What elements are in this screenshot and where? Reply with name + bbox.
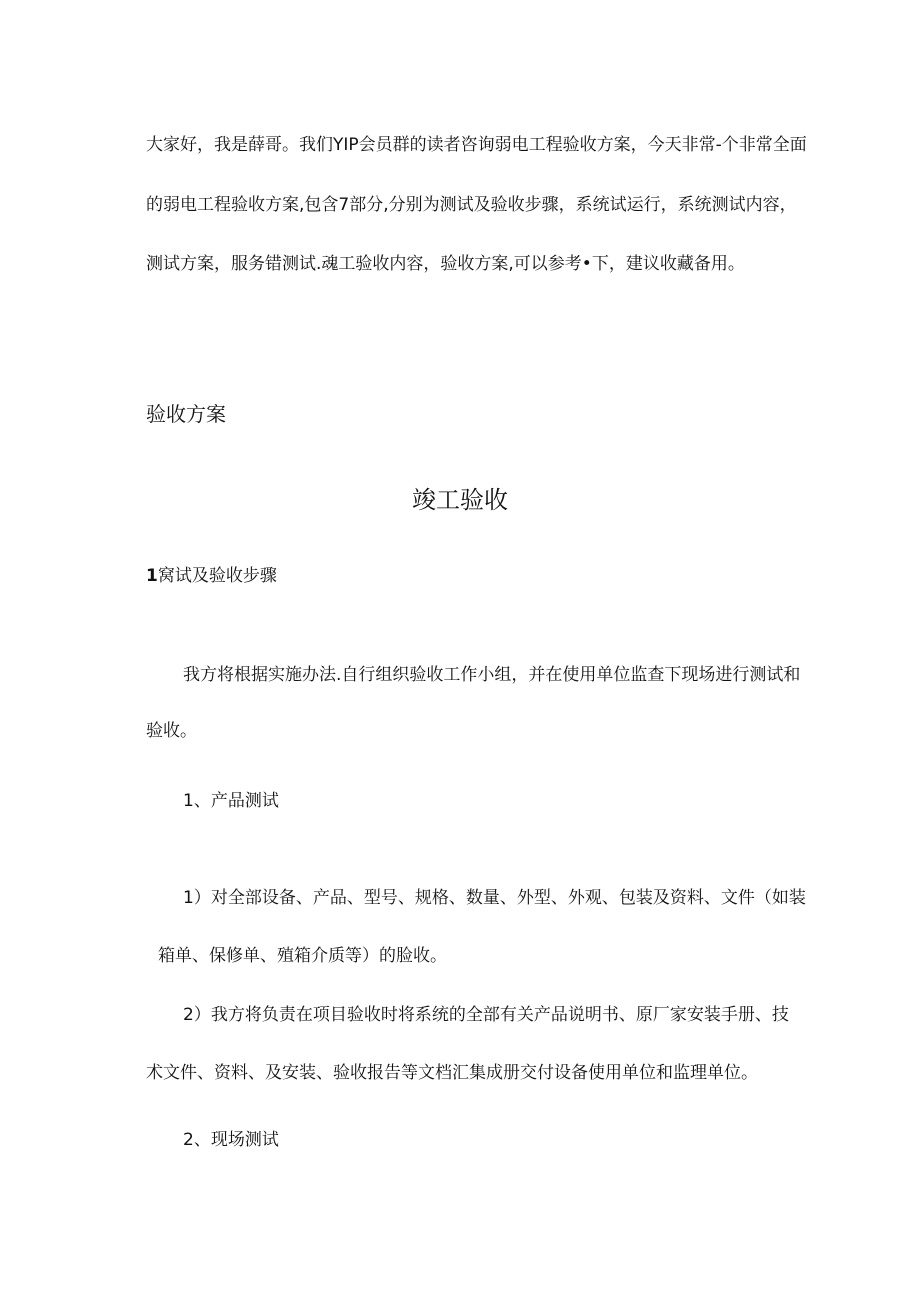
- heading-1: [146, 564, 277, 588]
- item-2-title: 2、现场测试: [183, 1130, 279, 1150]
- item-1-1-line-1: 1）对全部设备、产品、型号、规格、数量、外型、外观、包装及资料、文件（如装: [183, 888, 806, 908]
- intro-line-2: 的弱电工程验收方案,包含7部分,分别为测试及验收步骤，系统试运行，系统测试内容，: [146, 195, 797, 215]
- heading-1-text: 窝试及验收步骤: [157, 566, 277, 586]
- center-title: 竣工验收: [412, 486, 508, 514]
- intro-line-3: 测试方案，服务错测试.魂工验收内容，验收方案,可以参考•下，建议收藏备用。: [146, 254, 745, 274]
- item-1-2-line-2: 术文件、资料、及安装、验收报告等文档汇集成册交付设备使用单位和监理单位。: [146, 1063, 758, 1083]
- item-1-2-line-1: 2）我方将负责在项目验收时将系统的全部有关产品说明书、原厂家安装手册、技: [183, 1005, 789, 1025]
- paragraph-1-line-2: 验收。: [146, 721, 197, 741]
- item-1-1-line-2: 箱单、保修单、殖箱介质等）的脸收。: [158, 946, 447, 966]
- paragraph-1-line-1: 我方将根据实施办法.自行组织验收工作小组，并在使用单位监查下现场进行测试和: [183, 665, 801, 685]
- item-1-title: 1、产品测试: [183, 791, 279, 811]
- section-title: 验收方案: [146, 402, 226, 426]
- heading-1-number: 1: [146, 566, 158, 586]
- intro-line-1: 大家好，我是薛哥。我们YIP会员群的读者咨询弱电工程验收方案，今天非常-个非常全面: [146, 135, 807, 155]
